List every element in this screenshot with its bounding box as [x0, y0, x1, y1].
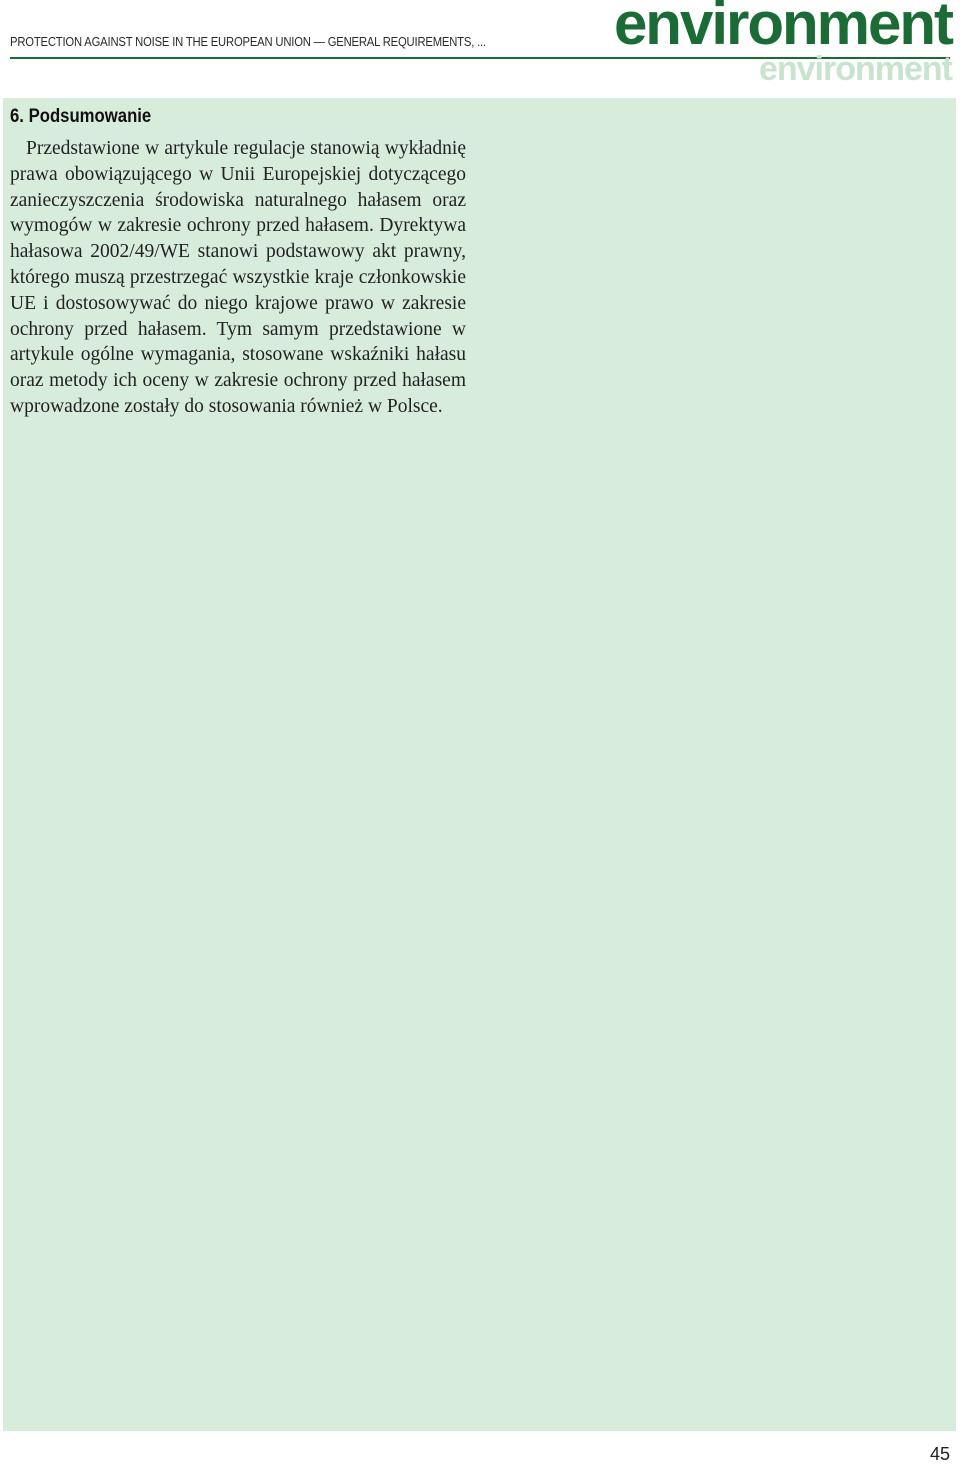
section-heading: 6. Podsumowanie [10, 106, 152, 127]
environment-logo: environment [613, 0, 952, 57]
summary-paragraph: Przedstawione w artykule regulacje stanowią wykładnię prawa obowiązującego w Unii Europejskiej dotyczącego zanieczyszczenia środowiska naturalnego hałasem oraz wymogów w zakresie ochrony przed hałasem. Dyrektywa hałasowa 2002/49/WE stanowi podstawowy akt prawny, którego muszą przestrzegać wszystkie kraje członkowskie UE i dostosowywać do niego krajowe prawo w zakresie ochrony przed hałasem. Tym samym przedstawione w artykule ogólne wymagania, stosowane wskaźniki hałasu oraz metody ich oceny w zakresie ochrony przed hałasem wprowadzone zostały do stosowania również w Polsce. [10, 138, 466, 417]
running-header: PROTECTION AGAINST NOISE IN THE EUROPEAN UNION — GENERAL REQUIREMENTS, ... [10, 35, 486, 49]
page-number: 45 [929, 1444, 950, 1464]
environment-logo-shadow: environment [758, 50, 952, 88]
